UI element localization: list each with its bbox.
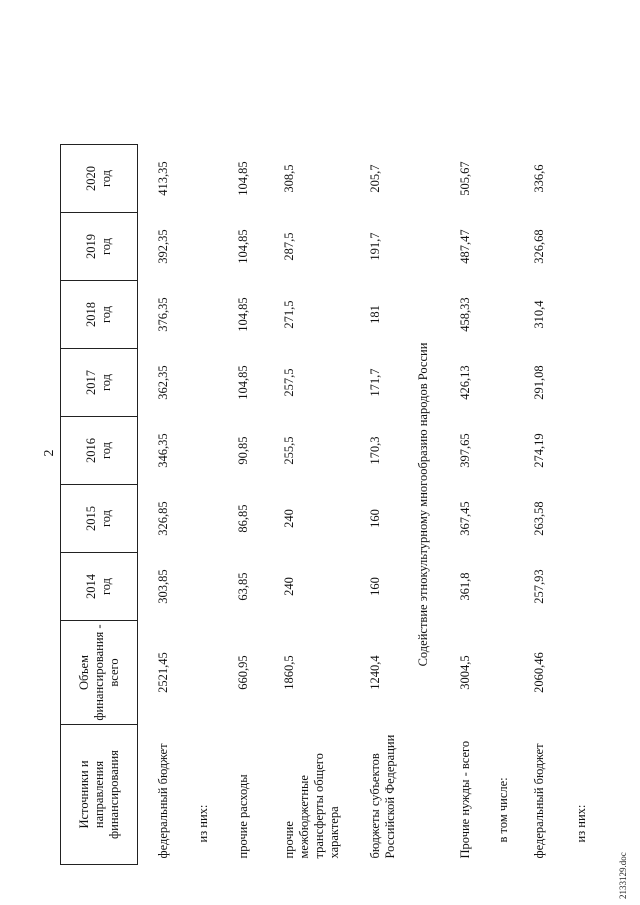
cell-2020: 336,6 [531,164,546,193]
cell-2019: 392,35 [156,229,170,264]
cell-2017: 257,5 [281,368,296,397]
cell-2014: 257,93 [531,569,546,604]
table-row [452,145,492,865]
cell-2019: 104,85 [235,229,250,264]
row-label: федеральный бюджет [531,743,546,859]
cell-2020: 205,7 [367,164,382,193]
cell-2017: 362,35 [156,365,170,400]
header-2015: 2015 год [61,485,138,553]
cell-2016: 397,65 [457,433,472,468]
cell-2014: 63,85 [235,572,250,601]
cell-2018: 271,5 [281,300,296,329]
section-row [416,145,452,865]
cell-2019: 326,68 [531,229,546,264]
cell-2016: 274,19 [531,433,546,468]
table-row [268,145,354,865]
row-label: прочие межбюджетные трансферты общего характера [281,753,341,859]
row-label: в том числе: [495,777,510,843]
cell-2019: 287,5 [281,232,296,261]
cell-2020: 413,35 [156,161,170,196]
cell-2016: 170,3 [367,436,382,465]
header-sources: Источники и направления финансирования [61,725,138,865]
table-row [182,145,226,865]
header-total: Объем финансирования - всего [61,621,138,725]
cell-2014: 361,8 [457,572,472,601]
header-2019: 2019 год [61,213,138,281]
document-code: 2133129.doc [618,852,628,899]
financing-table [60,144,602,865]
cell-2016: 90,85 [235,436,250,465]
cell-total: 2521,45 [156,652,170,693]
cell-2018: 181 [367,305,382,324]
table-row [526,145,568,865]
cell-2020: 505,67 [457,161,472,196]
cell-2020: 308,5 [281,164,296,193]
row-label: прочие расходы [235,774,250,859]
cell-2017: 426,13 [457,365,472,400]
cell-total: 660,95 [235,655,250,690]
cell-2015: 326,85 [156,501,170,536]
header-2017: 2017 год [61,349,138,417]
cell-2015: 263,58 [531,501,546,536]
table-row [354,145,416,865]
cell-2019: 191,7 [367,232,382,261]
table-header-row [61,145,138,865]
cell-total: 3004,5 [457,655,472,690]
header-2018: 2018 год [61,281,138,349]
cell-total: 1240,4 [367,655,382,690]
header-2016: 2016 год [61,417,138,485]
table-row [138,145,182,865]
row-label: из них: [195,804,210,843]
cell-2018: 310,4 [531,300,546,329]
row-label: федеральный бюджет [156,743,170,859]
table-row [492,145,526,865]
cell-total: 1860,5 [281,655,296,690]
cell-2015: 86,85 [235,504,250,533]
cell-2016: 255,5 [281,436,296,465]
cell-2017: 171,7 [367,368,382,397]
cell-2014: 240 [281,577,296,596]
page-number: 2 [42,449,57,457]
cell-2019: 487,47 [457,229,472,264]
cell-2017: 291,08 [531,365,546,400]
row-label: из них: [573,804,588,843]
cell-2015: 240 [281,509,296,528]
cell-2018: 458,33 [457,297,472,332]
row-label: бюджеты субъектов Российской Федерации [367,734,397,859]
section-title: Содействие этнокультурному многообразию народов России [415,342,430,667]
cell-total: 2060,46 [531,652,546,693]
cell-2020: 104,85 [235,161,250,196]
cell-2017: 104,85 [235,365,250,400]
header-2014: 2014 год [61,553,138,621]
cell-2015: 367,45 [457,501,472,536]
row-label: Прочие нужды - всего [457,740,472,859]
cell-2014: 160 [367,577,382,596]
cell-2015: 160 [367,509,382,528]
cell-2018: 376,35 [156,297,170,332]
table-row [568,145,602,865]
cell-2018: 104,85 [235,297,250,332]
cell-2016: 346,35 [156,433,170,468]
table-row [226,145,268,865]
header-2020: 2020 год [61,145,138,213]
cell-2014: 303,85 [156,569,170,604]
